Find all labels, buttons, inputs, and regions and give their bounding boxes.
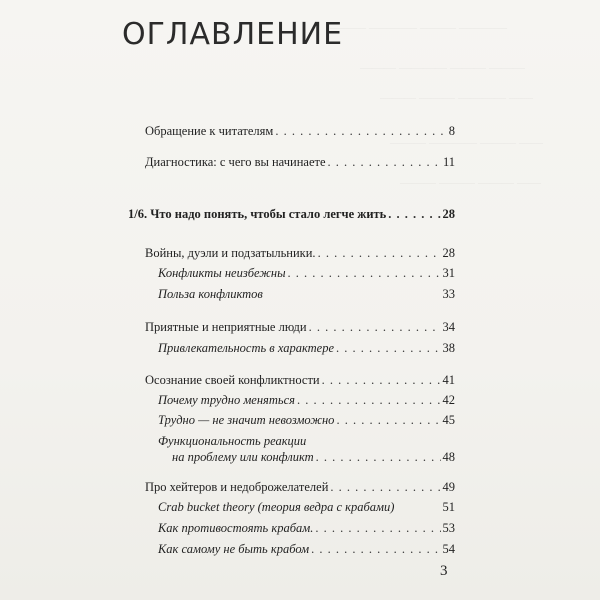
toc-entry-label: Трудно — не значит невозможно: [158, 413, 335, 427]
toc-entry-page: 28: [442, 207, 455, 221]
toc-entry[interactable]: [145, 155, 455, 170]
toc-entry-page: 8: [448, 124, 455, 138]
toc-entry-label: Про хейтеров и недоброжелателей: [145, 480, 329, 494]
leader-dots: [315, 521, 440, 536]
toc-entry-page: 41: [442, 373, 455, 387]
page-number: 3: [440, 563, 448, 579]
toc-subentry[interactable]: [172, 450, 455, 465]
toc-subentry-line1[interactable]: Функциональность реакции: [158, 434, 307, 448]
toc-entry-page: 34: [442, 320, 455, 334]
toc-subentry[interactable]: [158, 341, 455, 356]
toc-entry[interactable]: [145, 320, 455, 335]
leader-dots: [388, 207, 440, 222]
bleed-through-text: ——— ———— ——— ———: [360, 60, 525, 74]
leader-dots: [297, 393, 441, 408]
toc-entry-page: 53: [442, 521, 455, 535]
leader-dots: [275, 124, 446, 139]
toc-entry-label: Диагностика: с чего вы начинаете: [145, 155, 326, 169]
toc-entry-page: 54: [442, 542, 455, 556]
toc-entry[interactable]: [145, 480, 455, 495]
toc-entry[interactable]: [145, 246, 455, 261]
toc-entry-label: Осознание своей конфликтности: [145, 373, 320, 387]
leader-dots: [336, 413, 440, 428]
toc-entry-page: 42: [442, 393, 455, 407]
leader-dots: [288, 266, 441, 281]
bleed-through-text: ——— ———— ——— ——: [390, 135, 543, 149]
toc-subentry[interactable]: [158, 413, 455, 428]
toc-entry-label: Crab bucket theory (теория ведра с крабами): [158, 500, 395, 514]
toc-entry-page: 48: [442, 450, 455, 464]
toc-entry-label: Конфликты неизбежны: [158, 266, 286, 280]
toc-entry-page: 31: [442, 266, 455, 280]
leader-dots: [330, 480, 440, 495]
toc-entry-page: 45: [442, 413, 455, 427]
bleed-through-text: ——— ———— ——— ————: [330, 20, 507, 34]
toc-entry-page: 28: [442, 246, 455, 260]
leader-dots: [309, 320, 441, 335]
toc-entry-label: на проблему или конфликт: [172, 450, 314, 464]
toc-entry-label: Почему трудно меняться: [158, 393, 295, 407]
leader-dots: [318, 246, 441, 261]
bleed-through-text: ——— ——— ——— ——: [400, 175, 541, 189]
toc-entry[interactable]: [145, 124, 455, 139]
toc-subentry[interactable]: [158, 500, 455, 515]
toc-entry-page: 38: [442, 341, 455, 355]
toc-subentry[interactable]: [158, 287, 455, 302]
leader-dots: [311, 542, 440, 557]
leader-dots: [328, 155, 441, 170]
toc-entry-label: Обращение к читателям: [145, 124, 274, 138]
toc-entry-label: Приятные и неприятные люди: [145, 320, 307, 334]
toc-entry-page: 51: [442, 500, 455, 514]
toc-entry[interactable]: [145, 373, 455, 388]
toc-entry-label: Войны, дуэли и подзатыльники.: [145, 246, 316, 260]
toc-entry-page: 49: [442, 480, 455, 494]
toc-entry-label: Привлекательность в характере: [158, 341, 335, 355]
toc-entry-page: 33: [442, 287, 455, 301]
page-title: ОГЛАВЛЕНИЕ: [122, 17, 344, 52]
leader-dots: [336, 341, 440, 356]
toc-entry-label: Как противостоять крабам.: [158, 521, 314, 535]
toc-subentry[interactable]: [158, 542, 455, 557]
toc-subentry[interactable]: [158, 521, 455, 536]
toc-entry-label: Польза конфликтов: [158, 287, 263, 301]
toc-entry-label: 1/6. Что надо понять, чтобы стало легче жить: [128, 207, 387, 221]
toc-entry-label: Как самому не быть крабом: [158, 542, 310, 556]
toc-subentry[interactable]: [158, 393, 455, 408]
leader-dots: [316, 450, 441, 465]
toc-subentry[interactable]: [158, 266, 455, 281]
toc-section-heading[interactable]: [128, 207, 455, 222]
bleed-through-text: ——— ——— ———— ——: [380, 90, 533, 104]
toc-entry-page: 11: [442, 155, 455, 169]
leader-dots: [322, 373, 441, 388]
